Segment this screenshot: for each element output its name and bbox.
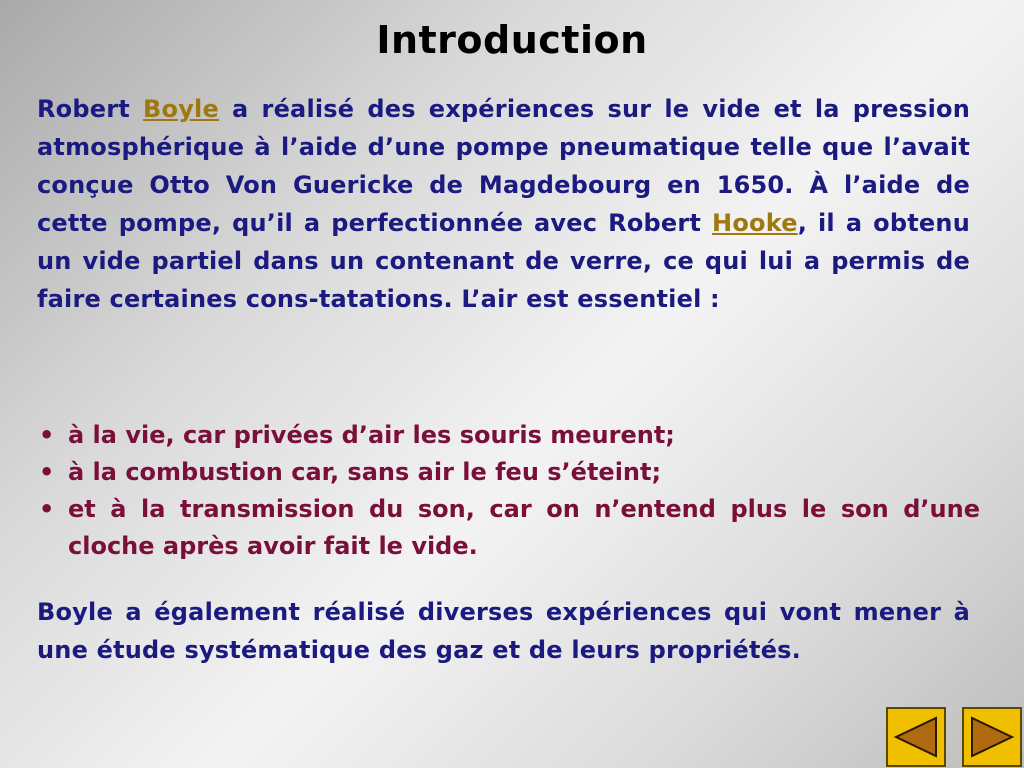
bullet-marker: • bbox=[39, 458, 55, 486]
intro-text-2: a réalisé des expériences sur le vide et la pression atmosphérique à l’aide d’une pompe pneumatique telle que l’avait conçue Otto Von Guericke de Magdebourg en 1650. À l’aide de cette pompe, qu’il a perfectionnée avec Robert bbox=[37, 95, 970, 237]
bullet-marker: • bbox=[39, 421, 55, 449]
bullet-item-sound bbox=[37, 491, 980, 565]
left-triangle-icon bbox=[892, 713, 940, 761]
bullet-item-combustion bbox=[37, 454, 980, 491]
intro-paragraph bbox=[37, 90, 970, 318]
bullet-text: et à la transmission du son, car on n’entend plus le son d’une cloche après avoir fait le vide. bbox=[68, 495, 980, 560]
conclusion-paragraph: Boyle a également réalisé diverses expériences qui vont mener à une étude systématique des gaz et de leurs propriétés. bbox=[37, 598, 970, 664]
right-triangle-icon bbox=[968, 713, 1016, 761]
previous-slide-button[interactable] bbox=[886, 707, 946, 767]
bullet-marker: • bbox=[39, 495, 55, 523]
intro-text-3: , il a obtenu un vide partiel dans un contenant de verre, ce qui lui a permis de faire certaines cons-tatations. L’air est essentiel : bbox=[37, 209, 970, 313]
bullet-list bbox=[37, 417, 980, 565]
intro-text-1: Robert bbox=[37, 95, 144, 123]
bullet-item-life bbox=[37, 417, 980, 454]
bullet-text: à la vie, car privées d’air les souris meurent; bbox=[68, 421, 675, 449]
bullet-text: à la combustion car, sans air le feu s’éteint; bbox=[68, 458, 662, 486]
hooke-link[interactable]: Hooke bbox=[712, 209, 798, 237]
boyle-link[interactable]: Boyle bbox=[143, 95, 219, 123]
slide-title: Introduction bbox=[376, 18, 648, 62]
next-slide-button[interactable] bbox=[962, 707, 1022, 767]
